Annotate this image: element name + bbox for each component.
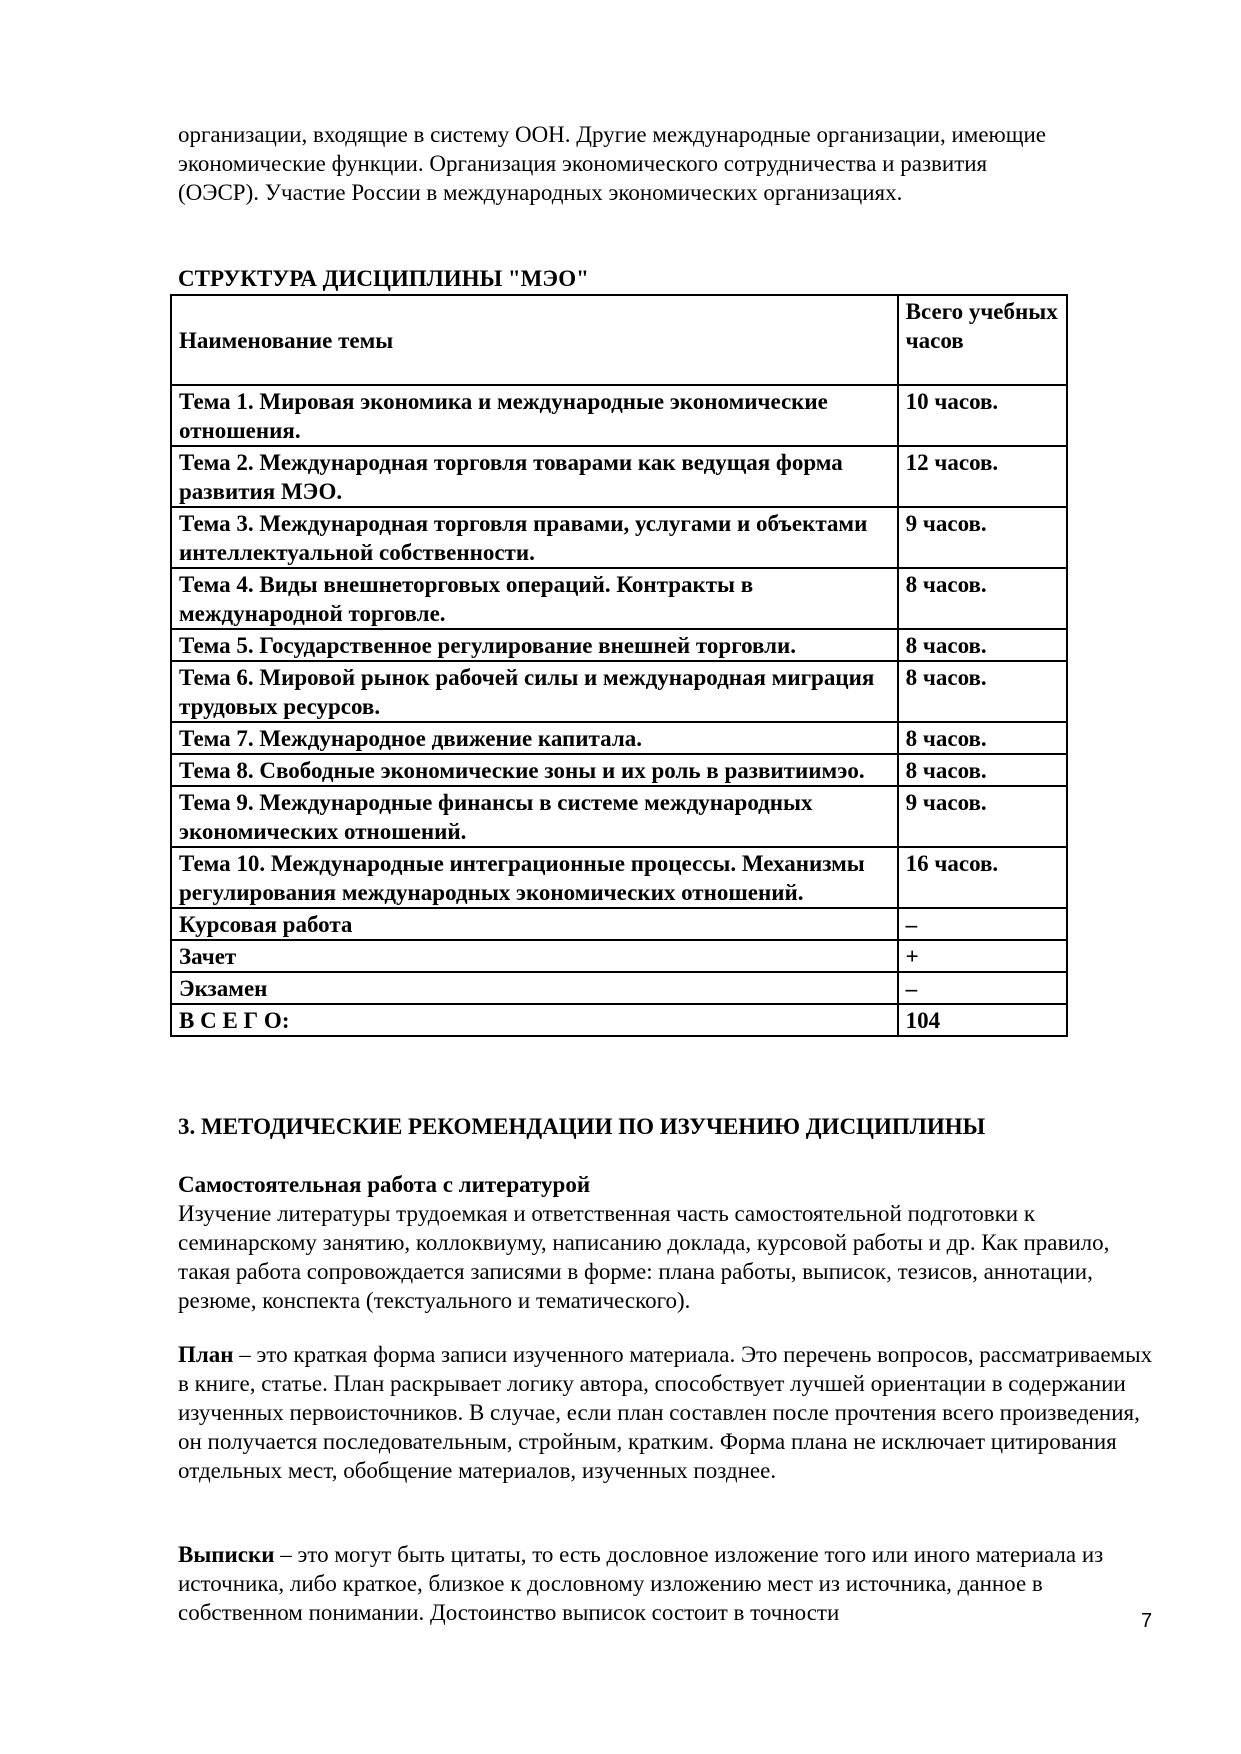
- hours-cell: +: [898, 940, 1067, 972]
- header-topic: Наименование темы: [171, 295, 898, 385]
- table-row: [171, 908, 1067, 940]
- table-row: [171, 972, 1067, 1004]
- intro-paragraph: [178, 120, 1163, 207]
- plan-text: – это краткая форма записи изученного материала. Это перечень вопросов, рассматриваемых в книге, статье. План раскрывает логику автора, способствует лучшей ориентации в содержании изученных первоисточников. В случае, если план составлен после прочтения всего произведения, он получается последовательным, стройным, кратким. Форма плана не исключает цитирования отдельных мест, обобщение материалов, изученных позднее.: [178, 1342, 1153, 1483]
- topic-cell: Тема 7. Международное движение капитала.: [171, 722, 898, 754]
- table-row: [171, 385, 1067, 446]
- hours-cell: 10 часов.: [898, 385, 1067, 446]
- section3-heading: 3. МЕТОДИЧЕСКИЕ РЕКОМЕНДАЦИИ ПО ИЗУЧЕНИЮ ДИСЦИПЛИНЫ: [178, 1114, 986, 1139]
- table-row: [171, 1004, 1067, 1036]
- intro-line: (ОЭСР). Участие России в международных экономических организациях.: [178, 180, 903, 205]
- hours-cell: 8 часов.: [898, 568, 1067, 629]
- table-row: [171, 754, 1067, 786]
- extracts-text: – это могут быть цитаты, то есть дословное изложение того или иного материала из источника, либо краткое, близкое к дословному изложению мест из источника, данное в собственном понимании. Достоинство выписок состоит в точности: [178, 1542, 1104, 1625]
- hours-cell: 16 часов.: [898, 847, 1067, 908]
- intro-line: экономические функции. Организация экономического сотрудничества и развития: [178, 151, 988, 176]
- table-row: [171, 629, 1067, 661]
- hours-cell: –: [898, 908, 1067, 940]
- structure-table: [170, 294, 1068, 1037]
- hours-cell: 12 часов.: [898, 446, 1067, 507]
- hours-cell: –: [898, 972, 1067, 1004]
- extracts-term: Выписки: [178, 1542, 275, 1567]
- table-row: [171, 661, 1067, 722]
- topic-cell: Тема 6. Мировой рынок рабочей силы и международная миграция трудовых ресурсов.: [171, 661, 898, 722]
- hours-cell: 8 часов.: [898, 722, 1067, 754]
- table-row: [171, 568, 1067, 629]
- topic-cell: Тема 2. Международная торговля товарами как ведущая форма развития МЭО.: [171, 446, 898, 507]
- table-row: [171, 722, 1067, 754]
- section3-subheading: Самостоятельная работа с литературой: [178, 1172, 591, 1197]
- hours-cell: 8 часов.: [898, 629, 1067, 661]
- table-row: [171, 940, 1067, 972]
- hours-cell: 104: [898, 1004, 1067, 1036]
- plan-term: План: [178, 1342, 234, 1367]
- extracts-paragraph: [178, 1540, 1163, 1627]
- topic-cell: Тема 5. Государственное регулирование внешней торговли.: [171, 629, 898, 661]
- section3-body: [178, 1170, 1163, 1315]
- structure-heading: СТРУКТУРА ДИСЦИПЛИНЫ "МЭО": [178, 266, 589, 291]
- hours-cell: 9 часов.: [898, 786, 1067, 847]
- hours-cell: 8 часов.: [898, 661, 1067, 722]
- topic-cell: В С Е Г О:: [171, 1004, 898, 1036]
- plan-paragraph: [178, 1340, 1163, 1485]
- topic-cell: Тема 8. Свободные экономические зоны и их роль в развитиимэо.: [171, 754, 898, 786]
- table-row: [171, 847, 1067, 908]
- table-row: [171, 786, 1067, 847]
- topic-cell: Тема 10. Международные интеграционные процессы. Механизмы регулирования международных экономических отношений.: [171, 847, 898, 908]
- intro-line: организации, входящие в систему ООН. Другие международные организации, имеющие: [178, 122, 1046, 147]
- topic-cell: Курсовая работа: [171, 908, 898, 940]
- hours-cell: 8 часов.: [898, 754, 1067, 786]
- topic-cell: Тема 1. Мировая экономика и международные экономические отношения.: [171, 385, 898, 446]
- section3-paragraph: Изучение литературы трудоемкая и ответственная часть самостоятельной подготовки к семинарскому занятию, коллоквиуму, написанию доклада, курсовой работы и др. Как правило, такая работа сопровождается записями в форме: плана работы, выписок, тезисов, аннотации, резюме, конспекта (текстуального и тематического).: [178, 1201, 1110, 1313]
- topic-cell: Экзамен: [171, 972, 898, 1004]
- table-row: [171, 446, 1067, 507]
- topic-cell: Тема 3. Международная торговля правами, услугами и объектами интеллектуальной собственности.: [171, 507, 898, 568]
- table-row: [171, 507, 1067, 568]
- header-hours: Всего учебных часов: [898, 295, 1067, 385]
- topic-cell: Тема 4. Виды внешнеторговых операций. Контракты в международной торговле.: [171, 568, 898, 629]
- topic-cell: Тема 9. Международные финансы в системе международных экономических отношений.: [171, 786, 898, 847]
- hours-cell: 9 часов.: [898, 507, 1067, 568]
- page-number: 7: [1141, 1610, 1153, 1632]
- topic-cell: Зачет: [171, 940, 898, 972]
- table-header-row: [171, 295, 1067, 385]
